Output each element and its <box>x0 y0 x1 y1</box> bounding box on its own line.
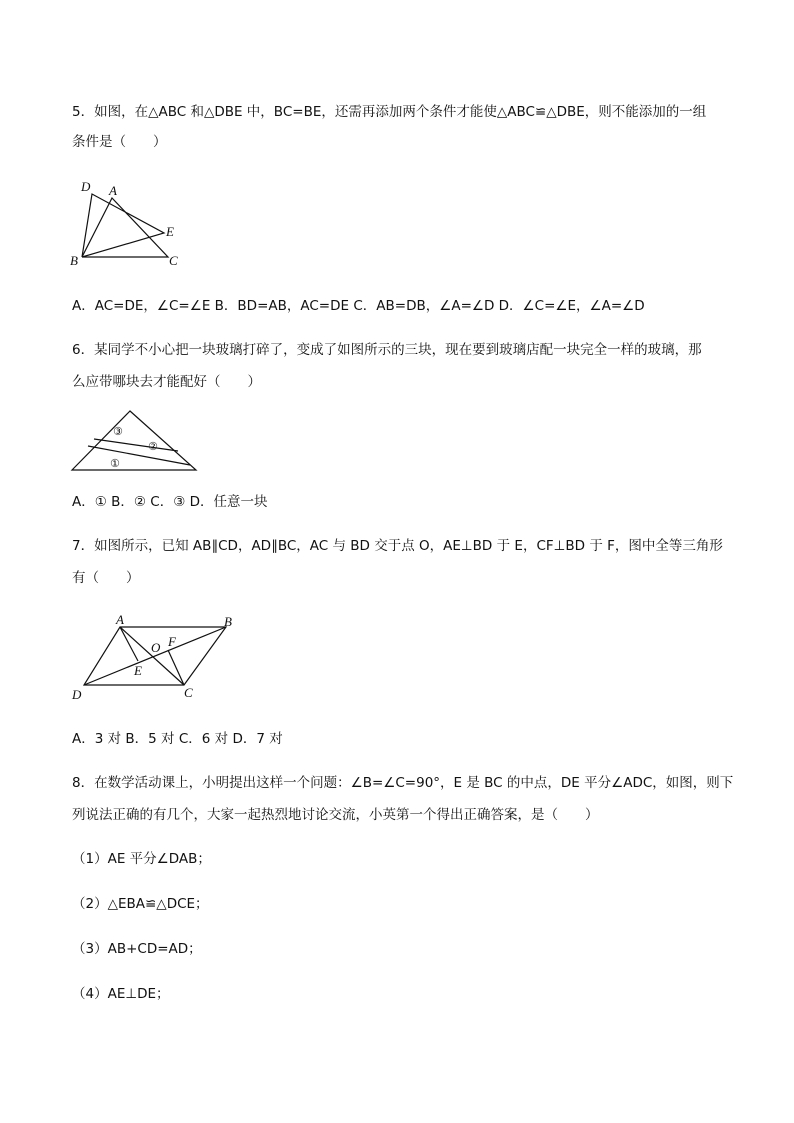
q5-triangle-dbe <box>82 194 164 257</box>
q5-label-c: C <box>169 253 178 268</box>
q5-label-d: D <box>81 179 91 194</box>
q7-label-c: C <box>184 685 193 700</box>
q6-piece-3: ③ <box>113 425 123 438</box>
q6-figure <box>66 406 206 476</box>
q6-crack-2 <box>88 446 190 465</box>
q6-piece-1: ① <box>110 457 120 470</box>
q5-stem-line1: 5．如图，在△ABC 和△DBE 中，BC=BE，还需再添加两个条件才能使△ABC≌△DBE，则不能添加的一组 <box>72 104 707 120</box>
q7-label-e: E <box>134 663 142 678</box>
q7-options: A．3 对 B．5 对 C．6 对 D．7 对 <box>72 731 283 747</box>
q7-label-b: B <box>224 614 232 629</box>
q7-segment-cf <box>168 650 184 685</box>
q7-stem-line2: 有（ ） <box>72 570 140 586</box>
q5-options: A．AC=DE，∠C=∠E B．BD=AB，AC=DE C．AB=DB，∠A=∠D D．∠C=∠E，∠A=∠D <box>72 298 645 314</box>
q8-item-1: （1）AE 平分∠DAB； <box>72 851 211 867</box>
q7-segment-ae <box>120 627 138 661</box>
q6-triangle-outline <box>72 411 196 470</box>
q6-stem-line1: 6．某同学不小心把一块玻璃打碎了，变成了如图所示的三块，现在要到玻璃店配一块完全一样的玻璃，那 <box>72 342 702 358</box>
q7-stem-line1: 7．如图所示，已知 AB∥CD，AD∥BC，AC 与 BD 交于点 O，AE⊥BD 于 E，CF⊥BD 于 F，图中全等三角形 <box>72 538 723 554</box>
q8-item-4: （4）AE⊥DE； <box>72 986 170 1002</box>
q7-label-a: A <box>116 612 124 627</box>
q6-options: A．① B．② C．③ D．任意一块 <box>72 494 268 510</box>
q7-label-o: O <box>151 640 161 655</box>
q5-stem-line2: 条件是（ ） <box>72 134 167 150</box>
q5-label-b: B <box>70 253 78 268</box>
q7-label-d: D <box>72 687 82 702</box>
q8-item-2: （2）△EBA≌△DCE； <box>72 896 209 912</box>
q7-label-f: F <box>168 634 176 649</box>
q8-stem-line2: 列说法正确的有几个，大家一起热烈地讨论交流，小英第一个得出正确答案，是（ ） <box>72 807 599 823</box>
q5-figure <box>64 176 194 271</box>
q5-label-e: E <box>166 224 174 239</box>
q6-stem-line2: 么应带哪块去才能配好（ ） <box>72 374 261 390</box>
q8-stem-line1: 8．在数学活动课上，小明提出这样一个问题：∠B=∠C=90°，E 是 BC 的中点，DE 平分∠ADC，如图，则下 <box>72 775 734 791</box>
q7-figure <box>64 608 244 703</box>
q5-label-a: A <box>109 183 117 198</box>
q6-piece-2: ② <box>148 440 158 453</box>
q8-item-3: （3）AB+CD=AD； <box>72 941 202 957</box>
